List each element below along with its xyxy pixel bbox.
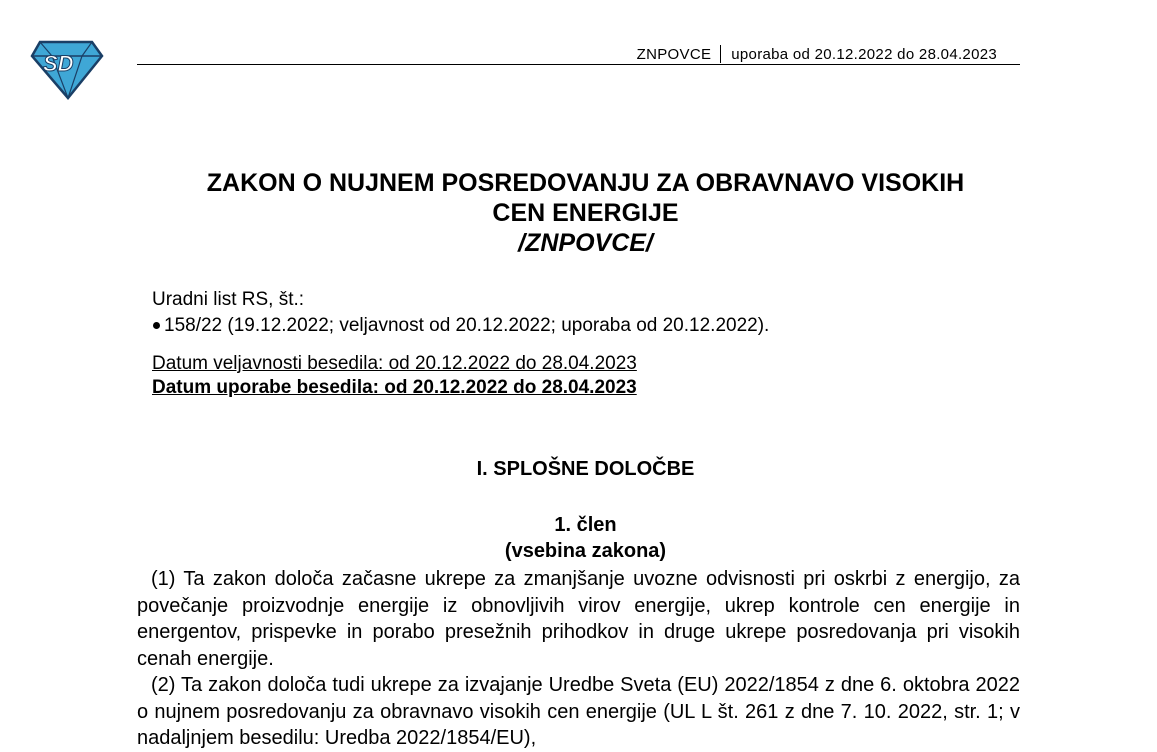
header-rule: [137, 64, 1020, 65]
publication-item: [152, 313, 769, 339]
article-subject: (vsebina zakona): [504, 540, 667, 562]
article-paragraph-2: [137, 672, 1020, 752]
application-date: Datum uporabe besedila: od 20.12.2022 do 28.04.2023: [152, 377, 637, 398]
paragraph-1-text: (1) Ta zakon določa začasne ukrepe za zmanjšanje uvozne odvisnosti pri oskrbi z energijo, za povečanje proizvodnje energije iz obnovljivih virov energije, ukrep kontrole cen energije in energentov, prispevke in porabo presežnih prihodkov in druge ukrepe posredovanja pri visokih cenah energije.: [137, 568, 1020, 670]
document-title: [137, 168, 1034, 258]
title-line-2: CEN ENERGIJE: [492, 199, 679, 227]
diamond-logo: [30, 38, 104, 100]
title-abbreviation: /ZNPOVCE/: [518, 229, 653, 257]
text-dates: [152, 352, 637, 400]
running-header: [637, 45, 997, 63]
title-line-1: ZAKON O NUJNEM POSREDOVANJU ZA OBRAVNAVO VISOKIH: [206, 169, 965, 197]
publication-label: Uradni list RS, št.:: [152, 289, 305, 310]
article-paragraph-1: [137, 566, 1020, 672]
bullet-icon: [153, 322, 160, 329]
section-title: I. SPLOŠNE DOLOČBE: [476, 458, 695, 480]
paragraph-2-text: (2) Ta zakon določa tudi ukrepe za izvajanje Uredbe Sveta (EU) 2022/1854 z dne 6. oktobra 2022 o nujnem posredovanju za obravnavo visokih cen energije (UL L št. 261 z dne 7. 10. 2022, str. 1; v nadaljnjem besedilu: Uredba 2022/1854/EU),: [137, 674, 1020, 749]
publication-item-text: 158/22 (19.12.2022; veljavnost od 20.12.2022; uporaba od 20.12.2022).: [164, 315, 770, 336]
publication-info: [152, 287, 769, 339]
header-validity: uporaba od 20.12.2022 do 28.04.2023: [731, 46, 997, 63]
article-number: 1. člen: [554, 514, 617, 536]
validity-date: Datum veljavnosti besedila: od 20.12.2022 do 28.04.2023: [152, 353, 637, 374]
header-code: ZNPOVCE: [636, 46, 712, 63]
logo-lettering: SD: [43, 51, 74, 76]
header-separator: [720, 45, 721, 63]
article-heading: [137, 512, 1034, 564]
